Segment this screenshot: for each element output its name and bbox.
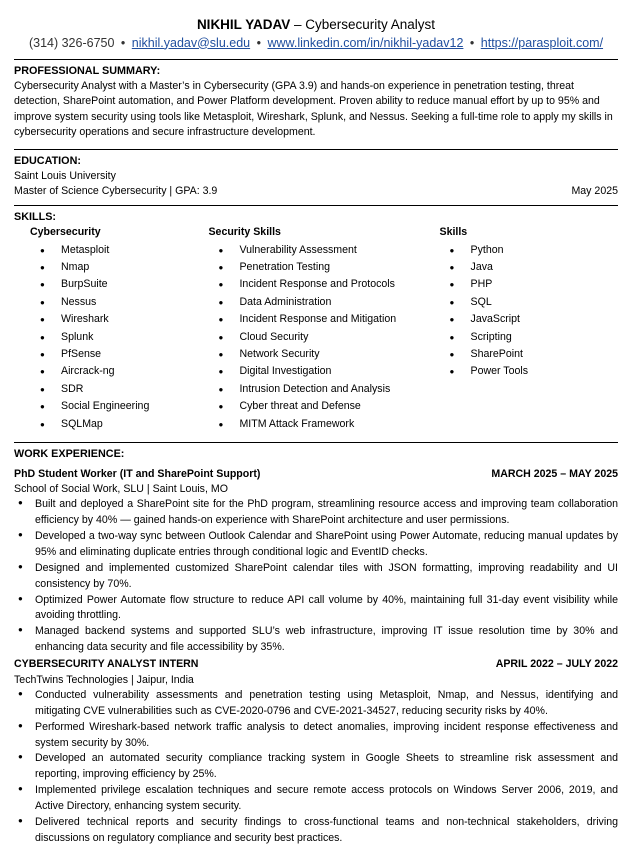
section-divider bbox=[14, 149, 618, 150]
list-item: ● Cloud Security bbox=[208, 329, 439, 346]
list-item: ● Penetration Testing bbox=[208, 259, 439, 276]
resume-header bbox=[14, 16, 618, 52]
list-item: ● Incident Response and Mitigation bbox=[208, 311, 439, 328]
section-divider bbox=[14, 59, 618, 60]
list-item: ● Built and deployed a SharePoint site for the PhD program, streamlining resource access and improving team collaboration efficiency by 40% — gained hands-on experience with SharePoint architecture and user permissions. bbox=[14, 497, 618, 529]
job-bullets bbox=[14, 497, 618, 656]
school-name: Saint Louis University bbox=[14, 169, 116, 182]
skills-section bbox=[14, 210, 618, 433]
title-separator: – bbox=[290, 17, 306, 32]
list-item: ● Digital Investigation bbox=[208, 363, 439, 380]
degree: Master of Science Cybersecurity | GPA: 3.9 bbox=[14, 185, 218, 198]
skill-column-security-skills bbox=[208, 225, 439, 433]
skill-column-title: Security Skills bbox=[208, 226, 281, 239]
job-header bbox=[14, 467, 618, 482]
linkedin-link[interactable]: www.linkedin.com/in/nikhil-yadav12 bbox=[267, 35, 464, 50]
list-item: ● Cyber threat and Defense bbox=[208, 398, 439, 415]
degree-row bbox=[14, 184, 618, 199]
list-item: ● Aircrack-ng bbox=[30, 363, 208, 380]
list-item: ● Scripting bbox=[440, 329, 618, 346]
section-divider bbox=[14, 442, 618, 443]
experience-heading: WORK EXPERIENCE: bbox=[14, 447, 125, 460]
education-heading: EDUCATION: bbox=[14, 155, 81, 168]
skills-heading: SKILLS: bbox=[14, 210, 56, 223]
job-organization: School of Social Work, SLU | Saint Louis, MO bbox=[14, 482, 228, 495]
job-role: CYBERSECURITY ANALYST INTERN bbox=[14, 658, 199, 671]
list-item: ● Optimized Power Automate flow structure to reduce API call volume by 40%, maintaining full 31-day event visibility while avoiding throttling. bbox=[14, 593, 618, 625]
job-role: PhD Student Worker (IT and SharePoint Support) bbox=[14, 467, 261, 480]
list-item: ● Social Engineering bbox=[30, 398, 208, 415]
contact-line bbox=[14, 34, 618, 53]
email-link[interactable]: nikhil.yadav@slu.edu bbox=[131, 35, 251, 50]
skill-column-cybersecurity bbox=[30, 225, 208, 433]
website-link[interactable]: https://parasploit.com/ bbox=[480, 35, 604, 50]
section-divider bbox=[14, 205, 618, 206]
list-item: ● Performed Wireshark-based network traffic analysis to detect anomalies, improving incident response effectiveness and system security by 30%. bbox=[14, 720, 618, 752]
skill-column-title: Cybersecurity bbox=[30, 226, 101, 239]
skill-list bbox=[208, 242, 439, 433]
contact-separator: • bbox=[256, 35, 261, 50]
list-item: ● Delivered technical reports and security findings to cross-functional teams and non-technical stakeholders, driving discussions on regulatory compliance and security best practices. bbox=[14, 815, 618, 847]
experience-section bbox=[14, 447, 618, 847]
list-item: ● Nessus bbox=[30, 294, 208, 311]
candidate-title: Cybersecurity Analyst bbox=[305, 17, 436, 32]
list-item: ● PfSense bbox=[30, 346, 208, 363]
list-item: ● Developed a two-way sync between Outlook Calendar and SharePoint using Power Automate, reducing manual updates by 95% and eliminating duplicate entries through conditional logic and EventID checks. bbox=[14, 529, 618, 561]
skill-column-title: Skills bbox=[439, 226, 468, 239]
list-item: ● Metasploit bbox=[30, 242, 208, 259]
candidate-name: NIKHIL YADAV bbox=[196, 17, 291, 32]
list-item: ● Network Security bbox=[208, 346, 439, 363]
list-item: ● Vulnerability Assessment bbox=[208, 242, 439, 259]
list-item: ● Nmap bbox=[30, 259, 208, 276]
list-item: ● SDR bbox=[30, 381, 208, 398]
list-item: ● Incident Response and Protocols bbox=[208, 276, 439, 293]
skill-list bbox=[440, 242, 618, 381]
list-item: ● MITM Attack Framework bbox=[208, 416, 439, 433]
job-dates: MARCH 2025 – MAY 2025 bbox=[491, 467, 618, 480]
name-line bbox=[14, 16, 618, 34]
list-item: ● BurpSuite bbox=[30, 276, 208, 293]
phone-number: (314) 326-6750 bbox=[28, 35, 115, 50]
contact-separator: • bbox=[469, 35, 475, 50]
list-item: ● Designed and implemented customized SharePoint calendar tiles with JSON formatting, improving readability and UI consistency by 70%. bbox=[14, 561, 618, 593]
graduation-date: May 2025 bbox=[571, 185, 618, 198]
list-item: ● Intrusion Detection and Analysis bbox=[208, 381, 439, 398]
list-item: ● Java bbox=[440, 259, 618, 276]
job-entry bbox=[14, 467, 618, 657]
contact-separator: • bbox=[120, 35, 126, 50]
list-item: ● SQLMap bbox=[30, 416, 208, 433]
list-item: ● JavaScript bbox=[440, 311, 618, 328]
job-header bbox=[14, 657, 618, 672]
summary-section bbox=[14, 64, 618, 140]
list-item: ● Developed an automated security compliance tracking system in Google Sheets to streamline risk assessment and reporting, improving efficiency by 25%. bbox=[14, 751, 618, 783]
summary-text: Cybersecurity Analyst with a Master’s in Cybersecurity (GPA 3.9) and hands-on experience in penetration testing, threat detection, SharePoint automation, and Power Platform development. Proven ability to reduce manual effort by up to 95% and improve system security using tools like Metasploit, Wireshark, Splunk, and Nessus. Seeking a full-time role to apply my skills in cybersecurity operations and secure infrastructure development. bbox=[14, 79, 613, 138]
skill-column-skills bbox=[440, 225, 618, 433]
list-item: ● Managed backend systems and supported SLU’s web infrastructure, improving IT issue resolution time by 30% and enhancing data security and file accessibility by 35%. bbox=[14, 624, 618, 656]
list-item: ● Splunk bbox=[30, 329, 208, 346]
list-item: ● Implemented privilege escalation techniques and secure remote access protocols on Windows Server 2006, 2019, and Active Directory, enhancing system security. bbox=[14, 783, 618, 815]
list-item: ● Power Tools bbox=[440, 363, 618, 380]
list-item: ● SQL bbox=[440, 294, 618, 311]
list-item: ● Conducted vulnerability assessments and penetration testing using Metasploit, Nmap, and Nessus, identifying and mitigating CVE vulnerabilities such as CVE-2020-0796 and CVE-2021-34527, reducing security risks by 40%. bbox=[14, 688, 618, 720]
summary-heading: PROFESSIONAL SUMMARY: bbox=[14, 65, 161, 78]
list-item: ● PHP bbox=[440, 276, 618, 293]
list-item: ● Data Administration bbox=[208, 294, 439, 311]
job-bullets bbox=[14, 688, 618, 847]
list-item: ● Python bbox=[440, 242, 618, 259]
job-entry bbox=[14, 657, 618, 847]
skill-list bbox=[30, 242, 208, 433]
list-item: ● SharePoint bbox=[440, 346, 618, 363]
list-item: ● Wireshark bbox=[30, 311, 208, 328]
job-organization: TechTwins Technologies | Jaipur, India bbox=[14, 673, 194, 686]
job-dates: APRIL 2022 – JULY 2022 bbox=[495, 658, 618, 671]
skills-grid bbox=[14, 225, 618, 433]
education-section bbox=[14, 154, 618, 199]
